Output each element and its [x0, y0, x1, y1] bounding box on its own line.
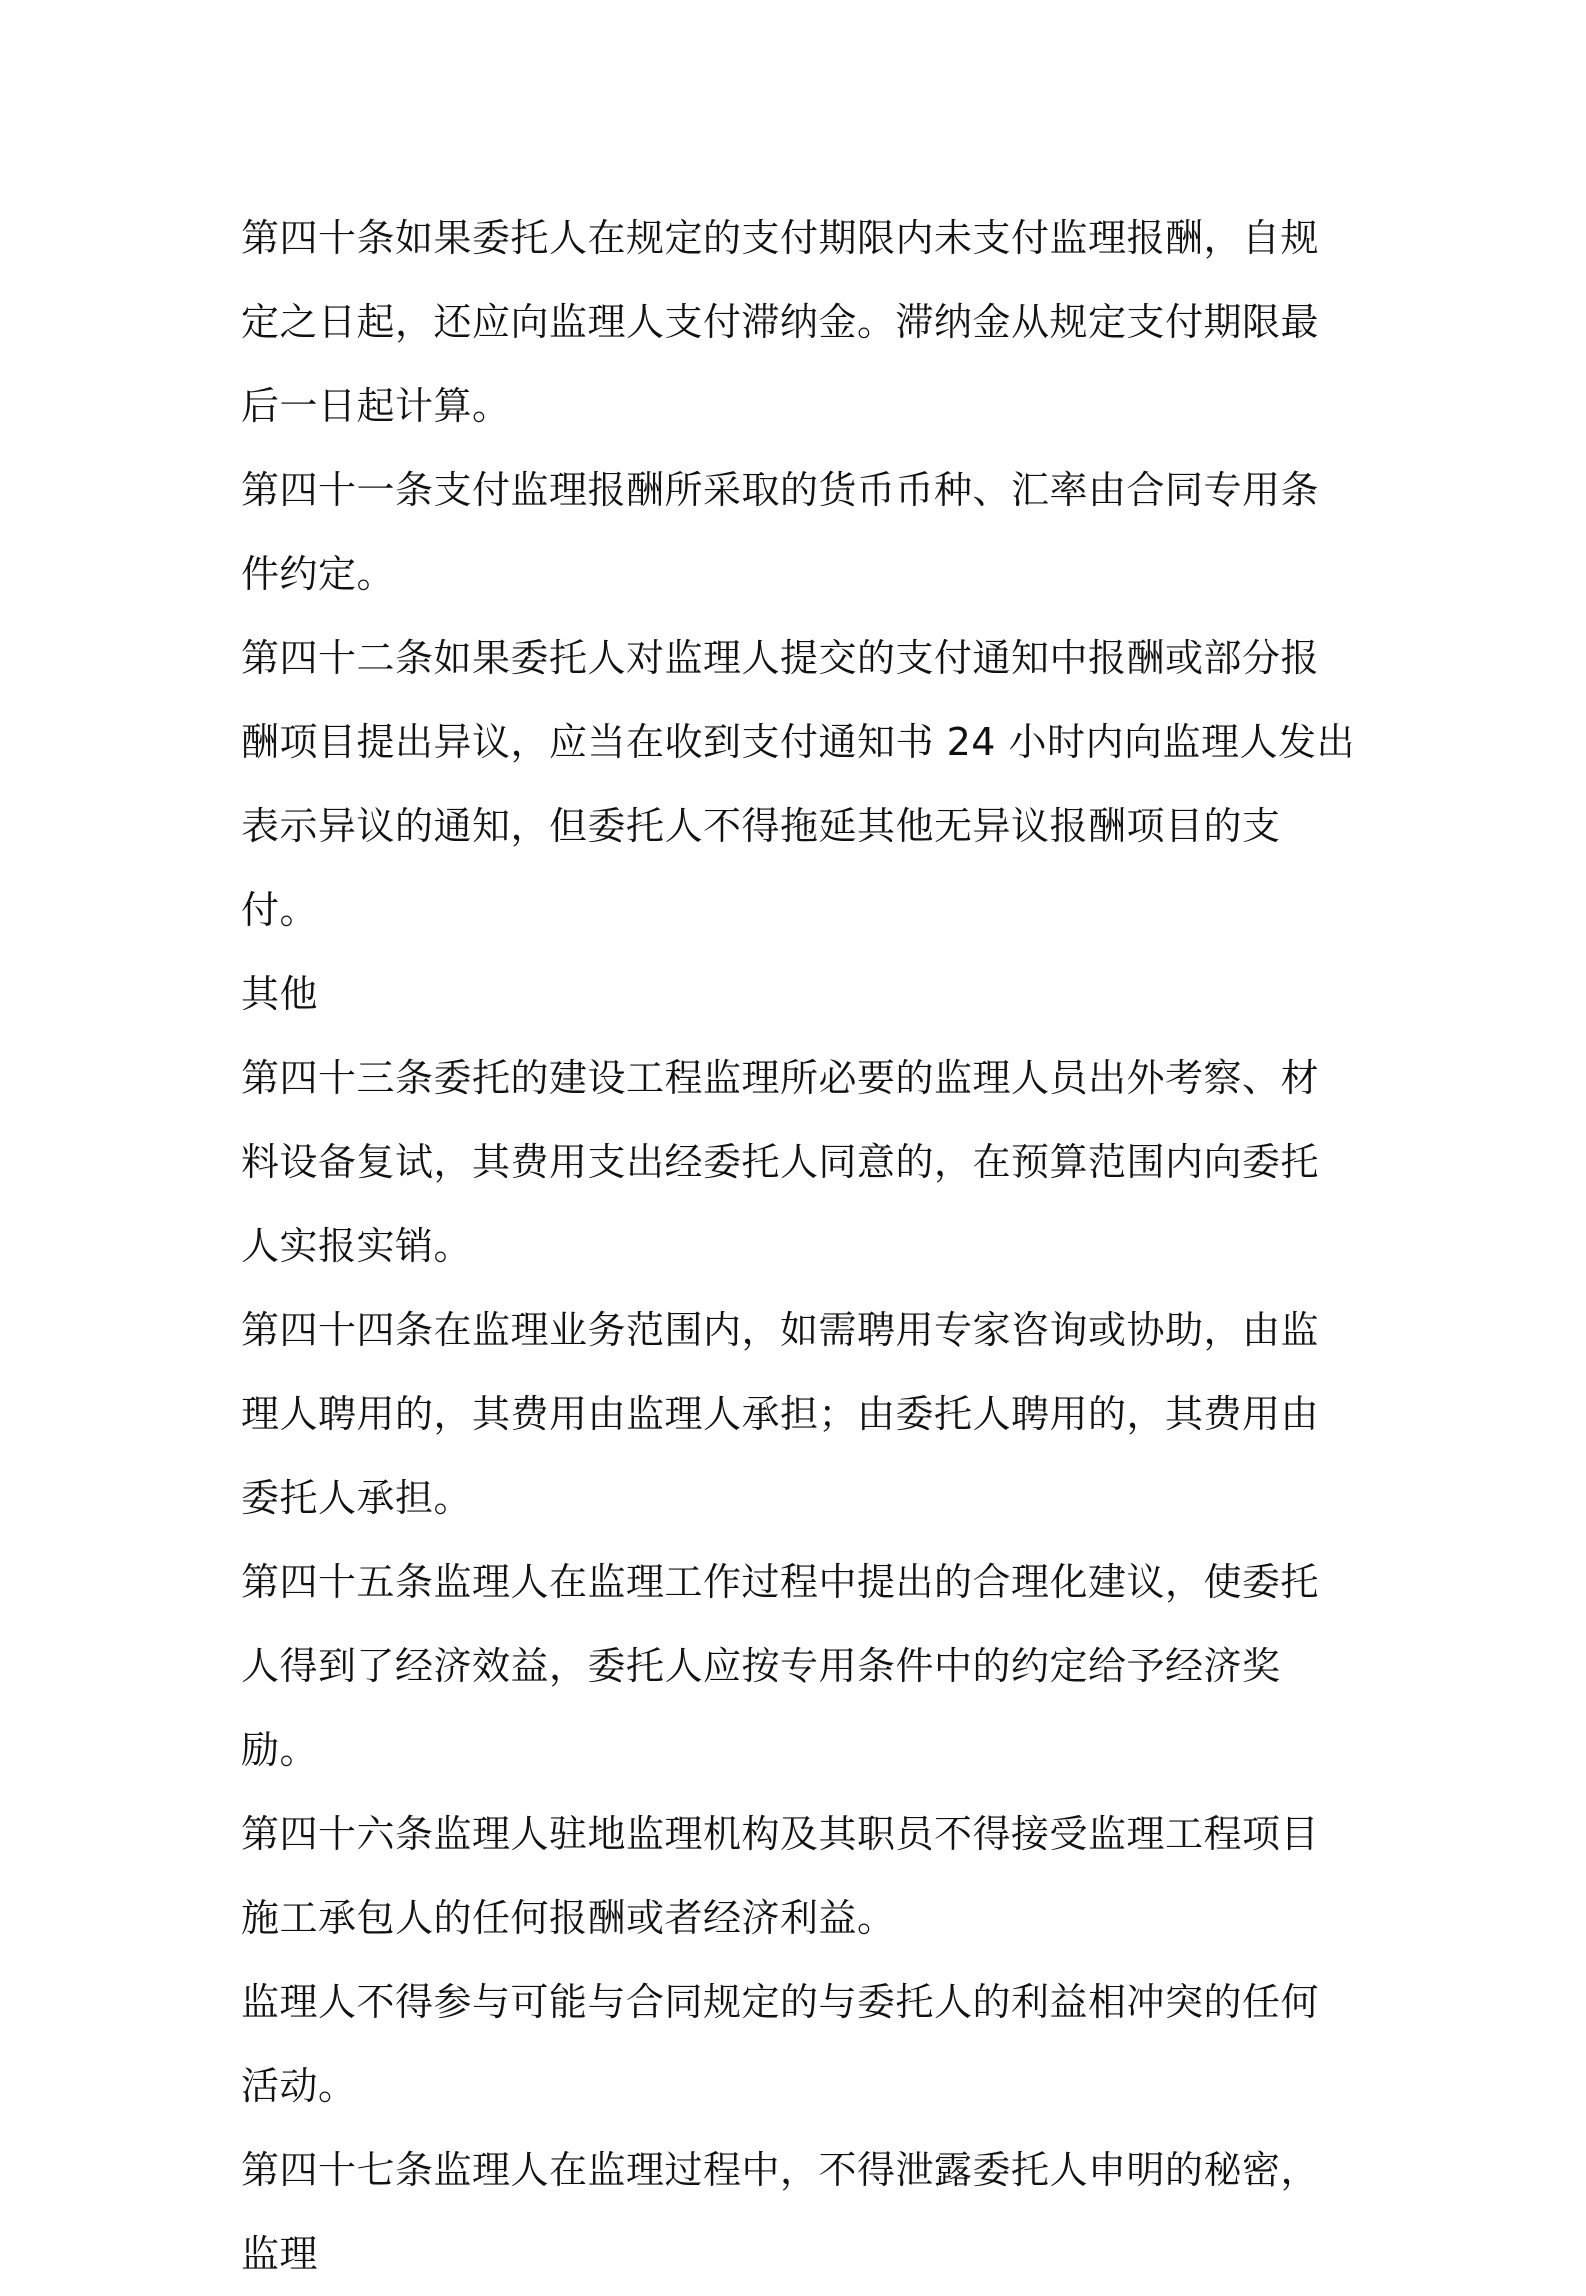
- paragraph-article-44: 第四十四条在监理业务范围内，如需聘用专家咨询或协助，由监理人聘用的，其费用由监理人承担；由委托人聘用的，其费用由委托人承担。: [241, 1308, 1320, 1520]
- paragraph-article-40: 第四十条如果委托人在规定的支付期限内未支付监理报酬，自规定之日起，还应向监理人支付滞纳金。滞纳金从规定支付期限最后一日起计算。: [241, 216, 1320, 428]
- paragraph-article-41: 第四十一条支付监理报酬所采取的货币币种、汇率由合同专用条件约定。: [241, 468, 1320, 596]
- section-heading-other: 其他: [241, 972, 319, 1016]
- paragraph-article-46: 第四十六条监理人驻地监理机构及其职员不得接受监理工程项目施工承包人的任何报酬或者经济利益。: [241, 1812, 1320, 1940]
- paragraph-article-45: 第四十五条监理人在监理工作过程中提出的合理化建议，使委托人得到了经济效益，委托人应按专用条件中的约定给予经济奖励。: [241, 1560, 1320, 1772]
- paragraph-article-47: 第四十七条监理人在监理过程中，不得泄露委托人申明的秘密，监理: [241, 2148, 1320, 2276]
- document-page: [241, 196, 1356, 2296]
- paragraph-article-43: 第四十三条委托的建设工程监理所必要的监理人员出外考察、材料设备复试，其费用支出经委托人同意的，在预算范围内向委托人实报实销。: [241, 1056, 1320, 1268]
- paragraph-article-46-continued: 监理人不得参与可能与合同规定的与委托人的利益相冲突的任何活动。: [241, 1980, 1320, 2108]
- paragraph-article-42: 第四十二条如果委托人对监理人提交的支付通知中报酬或部分报酬项目提出异议，应当在收到支付通知书 24 小时内向监理人发出表示异议的通知，但委托人不得拖延其他无异议报酬项目的支付。: [241, 636, 1356, 932]
